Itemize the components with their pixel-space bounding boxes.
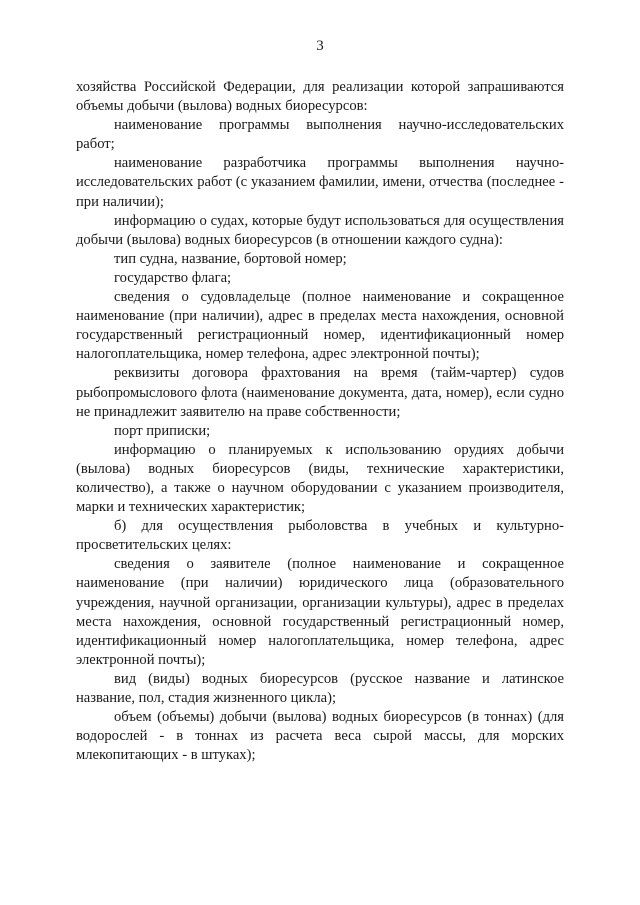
paragraph-charter-details: реквизиты договора фрахтования на время (тайм-чартер) судов рыбопромыслового флота (наименование документа, дата, номер), если судно не принадлежит заявителю на праве собственности; xyxy=(76,365,564,420)
document-body xyxy=(76,78,564,765)
paragraph-catch-volume: объем (объемы) добычи (вылова) водных биоресурсов (в тоннах) (для водорослей - в тоннах из расчета веса сырой массы, для морских млекопитающих - в штуках); xyxy=(76,709,564,764)
paragraph-flag-state: государство флага; xyxy=(114,269,232,286)
paragraph-program-name: наименование программы выполнения научно-исследовательских работ; xyxy=(76,117,564,153)
paragraph-shipowner: сведения о судовладельце (полное наименование и сокращенное наименование (при наличии), адрес в пределах места нахождения, основной государственный регистрационный номер, идентификационный номер налогоплательщика, номер телефона, адрес электронной почты); xyxy=(76,289,564,363)
page-number: 3 xyxy=(316,38,324,54)
paragraph-continuation: хозяйства Российской Федерации, для реализации которой запрашиваются объемы добычи (вылова) водных биоресурсов: xyxy=(76,79,564,115)
paragraph-species: вид (виды) водных биоресурсов (русское название и латинское название, пол, стадия жизненного цикла); xyxy=(76,670,564,706)
paragraph-program-developer: наименование разработчика программы выполнения научно-исследовательских работ (с указанием фамилии, имени, отчества (последнее - при наличии); xyxy=(76,155,564,210)
paragraph-fishing-gear: информацию о планируемых к использованию орудиях добычи (вылова) водных биоресурсов (виды, технические характеристики, количество), а также о научном оборудовании с указанием производителя, марки и технических характеристик; xyxy=(76,441,564,516)
paragraph-educational-purposes: б) для осуществления рыболовства в учебных и культурно-просветительских целях: xyxy=(76,518,564,554)
paragraph-vessel-type: тип судна, название, бортовой номер; xyxy=(114,250,347,267)
paragraph-applicant-info: сведения о заявителе (полное наименование и сокращенное наименование (при наличии) юридического лица (образовательного учреждения, научной организации, организации культуры), адрес в пределах места нахождения, основной государственный регистрационный номер, идентификационный номер налогоплательщика, номер телефона, адрес электронной почты); xyxy=(76,556,564,668)
paragraph-vessel-info: информацию о судах, которые будут использоваться для осуществления добычи (вылова) водных биоресурсов (в отношении каждого судна): xyxy=(76,212,564,248)
paragraph-home-port: порт приписки; xyxy=(114,422,211,439)
